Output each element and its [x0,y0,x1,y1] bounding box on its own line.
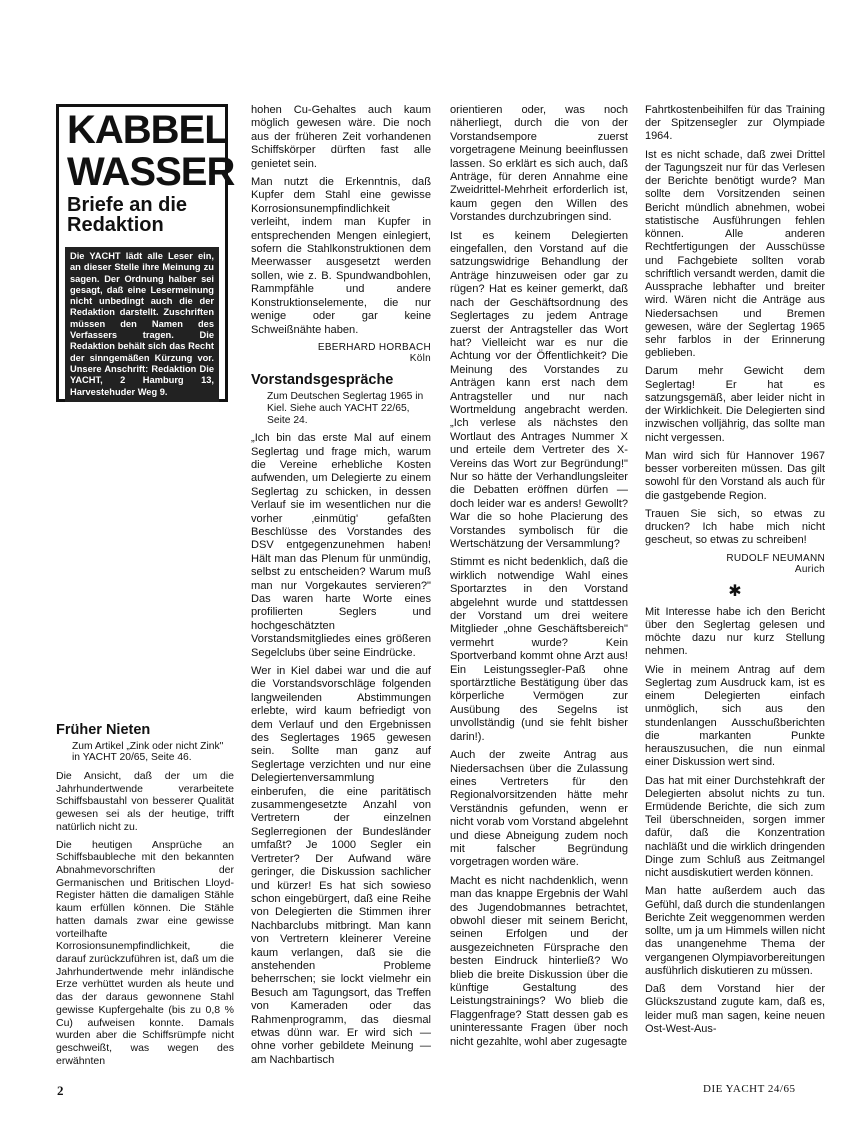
letter-2-heading: Vorstandsgespräche [251,371,394,388]
letter-2-paragraph: Ist es nicht schade, daß zwei Drittel der Tagungszeit nur für das Verlesen der Berichte benötigt wurde? Man sollte dem Vorsitzenden seinen Bericht mündlich abnehmen, wobei statistische Ausführungen fehlen können. Alle anderen Rechtfertigungen der Ausschüsse und Fachgebiete sollten vorab schriftlich versandt werden, damit die Aussprache lebhafter und breiter wird. Wären nicht die Anträge aus Niedersachsen und Bremen gewesen, wäre der Seglertag 1965 sehr farblos in der Erinnerung geblieben. [645,148,825,360]
letter-2-paragraph: orientieren oder, was noch näherliegt, durch die von der Vorstandsempore zuerst vorgetragene Meinung beeinflussen lassen. So erklärt es sich auch, daß Anträge, für deren Annahme eine Zweidrittel-Mehrheit erforderlich ist, kaum gegen den Willen des Vorstandes durchzubringen sind. [450,104,628,224]
letter-1-paragraph: Die heutigen Ansprüche an Schiffsbaubleche mit den bekannten Abnahmevorschriften der Germanischen und Britischen Lloyd-Register hätten die damaligen Stähle kaum erfüllen können. Die Stähle hatten damals zwar eine gewisse vorteilhafte Korrosionsunempfindlichkeit, die darauf zurückzuführen ist, daß um die Jahrhundertwende mehr inländische Erze verhüttet wurden als heute und das der daraus gewonnene Stahl gewisse Kupfergehalte (bis zu 0,8 % Cu) aufweisen konnte. Damals wurden aber die Schiffsrümpfe nicht geschweißt, was wegen des erwähnten [56,838,234,1067]
letter-3-paragraph: Wie in meinem Antrag auf dem Seglertag zum Ausdruck kam, ist es einem Delegierten einfach unmöglich, sich aus den stundenlangen Ausschußberichten die markanten Punkte herauszusuchen, die nun einmal einer Diskussion wert sind. [645,663,825,769]
separator-star-icon: ✱ [728,582,742,600]
column-2 [251,104,431,1072]
column-3 [450,104,628,1054]
letter-1-reference: Zum Artikel „Zink oder nicht Zink" in YACHT 20/65, Seite 46. [72,740,224,764]
masthead-box [56,104,235,402]
masthead-subtitle: Briefe an die Redaktion [67,194,188,236]
letter-1-paragraph: hohen Cu-Gehaltes auch kaum möglich gewesen wäre. Die noch aus der früheren Zeit vorhandenen Schiffskörper dürften fast alle genietet sein. [251,104,431,170]
letter-2-paragraph: Macht es nicht nachdenklich, wenn man das knappe Ergebnis der Wahl des Jugendobmannes betrachtet, obwohl dieser mit seinem Bericht, seinen Erfolgen und der ausgezeichneten Fürsprache den besten Eindruck hinterließ? Wo blieb die breite Diskussion über die künftige Gestaltung des Leistungstrainings? Wo blieb die Flaggenfrage? Statt dessen gab es uninteressante Fragen über noch nicht gezahlte, wohl aber zugesagte [450,874,628,1048]
letter-2-paragraph: Trauen Sie sich, so etwas zu drucken? Ich habe mich nicht gescheut, so etwas zu schreiben! [645,507,825,547]
masthead-title-line-2: WASSER [67,150,235,194]
letter-2-paragraph: „Ich bin das erste Mal auf einem Seglertag und frage mich, warum die Vereine erhebliche Kosten aufwenden, um Delegierte zu einem Seglertag zu schicken, in dessen Verlauf sie im wesentlichen nur die vorher ‚einmütig' gefaßten Beschlüsse des Vorstandes des DSV entgegenzunehmen haben! Hält man das Plenum für unmündig, selbst zu entscheiden? Warum muß man nur Vorgekautes servieren?" Das waren harte Worte eines profilierten Seglers und hochgeschätzten Vorstandsmitgliedes eines größeren Segelclubs über seine Eindrücke. [251,432,431,659]
letter-2-paragraph: Fahrtkostenbeihilfen für das Training der Spitzensegler zur Olympiade 1964. [645,104,825,143]
page-number: 2 [57,1083,64,1098]
letter-2-paragraph: Auch der zweite Antrag aus Niedersachsen über die Zulassung eines Vertreters für den Regionalvorsitzenden hätte mehr Verständnis gefunden, wenn er nicht vorab vom Vorstand abgelehnt und diese Abneigung zudem noch mit falscher Begründung vorgetragen worden wäre. [450,749,628,869]
letter-2-paragraph: Darum mehr Gewicht dem Seglertag! Er hat es satzungsgemäß, aber leider nicht in der Wirklichkeit. Die Delegierten sind inzwischen volljährig, das sollte man nicht vergessen. [645,365,825,444]
letter-2-reference: Zum Deutschen Seglertag 1965 in Kiel. Siehe auch YACHT 22/65, Seite 24. [267,391,424,426]
column-1 [56,718,234,1072]
letter-1-signature-name: EBERHARD HORBACH [317,341,431,353]
letter-1-heading: Früher Nieten [56,722,151,738]
letter-2-signature-city: Aurich [794,563,825,575]
letter-1-signature-city: Köln [409,352,431,364]
masthead-editorial-note: Die YACHT lädt alle Leser ein, an dieser Stelle ihre Meinung zu sagen. Der Ordnung halber sei gesagt, daß eine Lesermeinung nicht unbedingt auch die der Redaktion darstellt. Zuschriften müssen den Namen des Verfassers tragen. Die Redaktion behält sich das Recht der sinngemäßen Kürzung vor. Unsere Anschrift: Redaktion Die YACHT, 2 Hamburg 13, Harvestehuder Weg 9. [65,247,219,402]
letter-1-paragraph: Die Ansicht, daß der um die Jahrhundertwende verarbeitete Schiffsbaustahl von besserer Qualität gewesen sei als der heutige, trifft natürlich nicht zu. [56,769,234,833]
letter-2-signature-name: RUDOLF NEUMANN [726,552,825,564]
masthead-title-line-1: KABBEL [67,108,228,152]
letter-3-paragraph: Mit Interesse habe ich den Bericht über den Seglertag gelesen und möchte dazu nur kurz Stellung nehmen. [645,605,825,658]
letter-2-paragraph: Wer in Kiel dabei war und die auf die Vorstandsvorschläge folgenden langweilenden Abstimmungen erlebte, wird kaum befriedigt von dem Verlauf und den Ergebnissen des Seglertages 1965 gewesen sein. Sollte man ganz auf Seglertage verzichten und nur eine Delegiertenversammlung einberufen, die eine paritätisch zusammengesetzte Anzahl von Vertretern der einzelnen Seglerregionen der Bundesländer umfaßt? Je 1000 Segler ein Vertreter? Der Aufwand wäre geringer, die Diskussion sachlicher und kürzer! Es hat sich sowieso schon eingebürgert, daß eine Reihe von Delegierten die Stimmen ihrer Nachbarclubs mitbringt. Man kann von Vertretern kleinerer Vereine kaum verlangen, daß sie die anstehenden Probleme beherrschen; sie lockt vielmehr ein Besuch am Tagungsort, das Treffen von Kameraden oder das Rahmenprogramm, das diesmal etwas dünn war. Er wird sich — ohne vorher gebildete Meinung — am Nachbartisch [251,665,431,1066]
letter-1-paragraph: Man nutzt die Erkenntnis, daß Kupfer dem Stahl eine gewisse Korrosionsunempfindlichkeit verleiht, indem man Kupfer in entsprechenden Mengen einlegiert, sofern die Stahlkonstruktionen dem Meerwasser ausgesetzt werden sollen, wie z. B. Spundwandbohlen, Rammpfähle und andere Konstruktionselemente, die nur wenige oder gar keine Schweißnähte haben. [251,176,431,336]
letter-3-paragraph: Man hatte außerdem auch das Gefühl, daß durch die stundenlangen Berichte Zeit weggenommen werden sollte, um ja um Himmels willen nicht das unangenehme Thema der vergangenen Olympiavorbereitungen ausführlich diskutieren zu müssen. [645,885,825,977]
letter-2-paragraph: Ist es keinem Delegierten eingefallen, den Vorstand auf die satzungswidrige Behandlung der Anträge hinzuweisen oder gar zu rügen? Hat es keiner gemerkt, daß nach der Geschäftsordnung des Seglertages zu jedem Antrage zuerst der Antragsteller das Wort hat? Vielleicht war es nur die Achtung vor der Öffentlichkeit? Die Meinung des Vorstandes zu Anträgen kann erst nach dem Antragsteller und nur nach Wortmeldung angebracht werden. „Ich verlese als nächstes den Wortlaut des Antrages Nummer X und erteile dem Vertreter des X-Vereins das Wort zur Begründung!" Nur so hätte der Verhandlungsleiter die Debatten eröffnen dürfen — doch leider war es anders! Gewollt? War die so hohe Placierung des Vorstandes symbolisch für die Wertschätzung der Versammlung? [450,229,628,550]
letter-3-paragraph: Das hat mit einer Durchstehkraft der Delegierten absolut nichts zu tun. Ermüdende Berichte, die sich zum Teil überschneiden, sorgen immer dafür, daß die Konzentration nachläßt und die wirklich dringenden Dinge zum Schluß aus Zeitmangel nicht ausdiskutiert werden können. [645,774,825,880]
issue-label: DIE YACHT 24/65 [703,1083,796,1095]
letter-2-signature [645,553,825,575]
column-4 [645,104,825,1041]
letter-1-signature [251,342,431,364]
letter-2-paragraph: Man wird sich für Hannover 1967 besser vorbereiten müssen. Das gilt sowohl für den Vorstand als auch für die gastgebende Region. [645,449,825,502]
letter-3-paragraph: Daß dem Vorstand hier der Glückszustand zugute kam, daß es, leider muß man sagen, keine neuen Ost-West-Aus- [645,983,825,1035]
letter-2-paragraph: Stimmt es nicht bedenklich, daß die wirklich notwendige Wahl eines Sportarztes in den Vorstand abgelehnt wurde und stattdessen der Vorstand um drei weitere Mitglieder „ohne Geschäftsbereich" vermehrt wurde? Kein Sportverband kommt ohne Arzt aus! Ein Leistungssegler-Paß ohne sportärztliche Bestätigung über das körperliche Vermögen zur Ausübung des Segelns ist unvollständig (und sie fehlt bisher darin!). [450,556,628,743]
